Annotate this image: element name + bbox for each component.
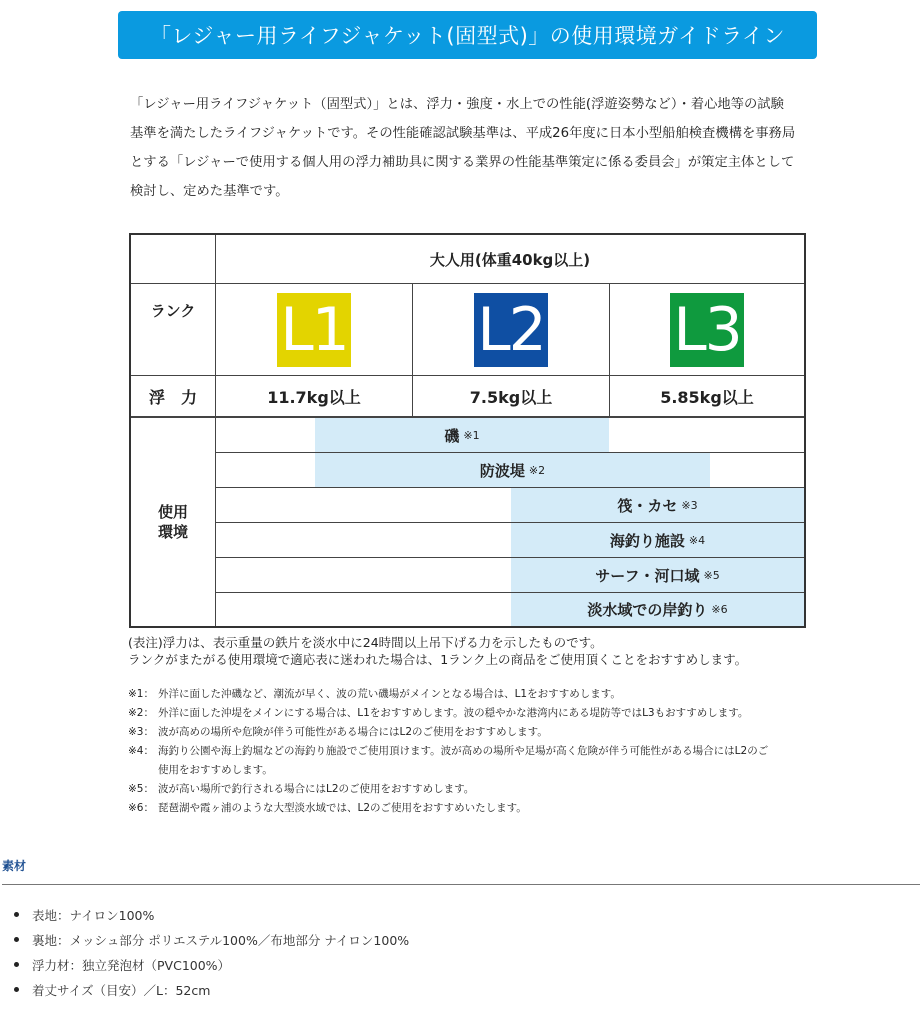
footnote-mark [128,761,158,780]
env-note: ※4 [688,533,706,547]
table-note: ランクがまたがる使用環境で適応表に迷われた場合は、1ランク上の商品をご使用頂くことをおすすめします。 [128,652,748,667]
env-note: ※6 [711,603,728,616]
env-name: 淡水域での岸釣り [587,601,708,619]
footnote [128,723,828,742]
table-header: 大人用(体重40kg以上) [429,250,591,269]
env-name: サーフ・河口域 [595,566,700,585]
env-row-bohatei [315,453,710,487]
footnote [128,761,828,780]
environment-label-line1: 使用 [157,503,188,521]
materials-item [14,927,409,952]
section-divider [2,884,920,885]
footnotes [128,685,828,818]
materials-item-text: 浮力材：独立発泡材（PVC100%） [32,957,231,973]
rank-l1-cell [216,284,412,375]
footnote-text: 外洋に面した沖磯など、潮流が早く、波の荒い磯場がメインとなる場合は、L1をおすすめします。 [158,688,621,700]
env-name: 筏・カセ [617,496,678,515]
footnote [128,799,828,818]
rank-label: ランク [150,301,196,320]
buoyancy-l1: 11.7kg以上 [267,387,361,407]
materials-list [14,902,409,1002]
materials-item [14,977,409,1002]
guideline-banner [118,11,817,59]
rank-l3-cell [610,284,804,375]
footnote-mark: ※3： [128,726,154,738]
intro-paragraph [130,90,820,206]
footnote-mark: ※2： [128,707,154,719]
buoyancy-l2: 7.5kg以上 [469,387,553,407]
table-note: (表注)浮力は、表示重量の鉄片を淡水中に24時間以上吊下げる力を示したものです。 [128,635,603,650]
materials-item-text: 表地：ナイロン100% [32,907,155,923]
bullet-icon [14,937,19,942]
materials-item-text: 裏地：メッシュ部分 ポリエステル100%／布地部分 ナイロン100% [32,932,410,948]
table-notes [128,634,828,668]
intro-line: 基準を満たしたライフジャケットです。その性能確認試験基準は、平成26年度に日本小型船舶検査機構を事務局 [130,126,796,141]
bullet-icon [14,962,19,967]
env-row-umizuri [511,523,804,557]
rank-l1-badge: L1 [277,293,351,367]
env-note: ※5 [703,568,720,582]
env-name: 海釣り施設 [609,531,685,550]
materials-item [14,952,409,977]
materials-item-text: 着丈サイズ（目安）／L：52cm [32,982,211,998]
footnote [128,742,828,761]
rank-l2-badge: L2 [474,293,548,367]
env-row-tansui [511,593,804,626]
banner-title: 「レジャー用ライフジャケット(固型式)」の使用環境ガイドライン [149,24,786,48]
footnote-mark: ※4： [128,745,154,757]
intro-line: 検討し、定めた基準です。 [130,184,289,199]
rank-l3-badge: L3 [670,293,744,367]
footnote-text: 波が高い場所で釣行される場合にはL2のご使用をおすすめします。 [158,783,475,795]
env-note: ※1 [463,428,480,442]
bullet-icon [14,987,19,992]
materials-heading: 素材 [2,859,27,873]
footnote [128,685,828,704]
footnote-mark: ※1： [128,688,154,700]
intro-line: とする「レジャーで使用する個人用の浮力補助具に関する業界の性能基準策定に係る委員会」が策定主体として [130,155,795,170]
env-row-ikada [511,488,804,522]
intro-line: 「レジャー用ライフジャケット（固型式）」とは、浮力・強度・水上での性能(浮遊姿勢など）・着心地等の試験 [130,97,784,112]
env-note: ※3 [681,498,698,512]
environment-label-line2: 環境 [157,523,188,541]
guideline-table [129,233,806,628]
materials-item [14,902,409,927]
footnote-text: 外洋に面した沖堤をメインにする場合は、L1をおすすめします。波の穏やかな港湾内にある堤防等ではL3もおすすめします。 [158,707,749,719]
footnote-mark: ※5： [128,783,154,795]
footnote-text: 使用をおすすめします。 [158,764,273,776]
buoyancy-l3: 5.85kg以上 [660,387,754,407]
env-note: ※2 [528,463,546,477]
bullet-icon [14,912,19,917]
env-row-iso [315,418,609,452]
footnote-text: 波が高めの場所や危険が伴う可能性がある場合にはL2のご使用をおすすめします。 [158,726,548,738]
buoyancy-label: 浮 力 [148,387,197,407]
footnote-mark: ※6： [128,802,154,814]
footnote [128,780,828,799]
env-row-surf [511,558,804,592]
env-name: 磯 [444,426,460,445]
footnote [128,704,828,723]
rank-l2-cell [413,284,609,375]
env-name: 防波堤 [479,461,525,480]
environment-label [131,418,215,626]
footnote-text: 琵琶湖や霞ヶ浦のような大型淡水域では、L2のご使用をおすすめいたします。 [158,802,527,814]
footnote-text: 海釣り公園や海上釣堀などの海釣り施設でご使用頂けます。波が高めの場所や足場が高く危険が伴う可能性がある場合にはL2のご [158,745,769,757]
